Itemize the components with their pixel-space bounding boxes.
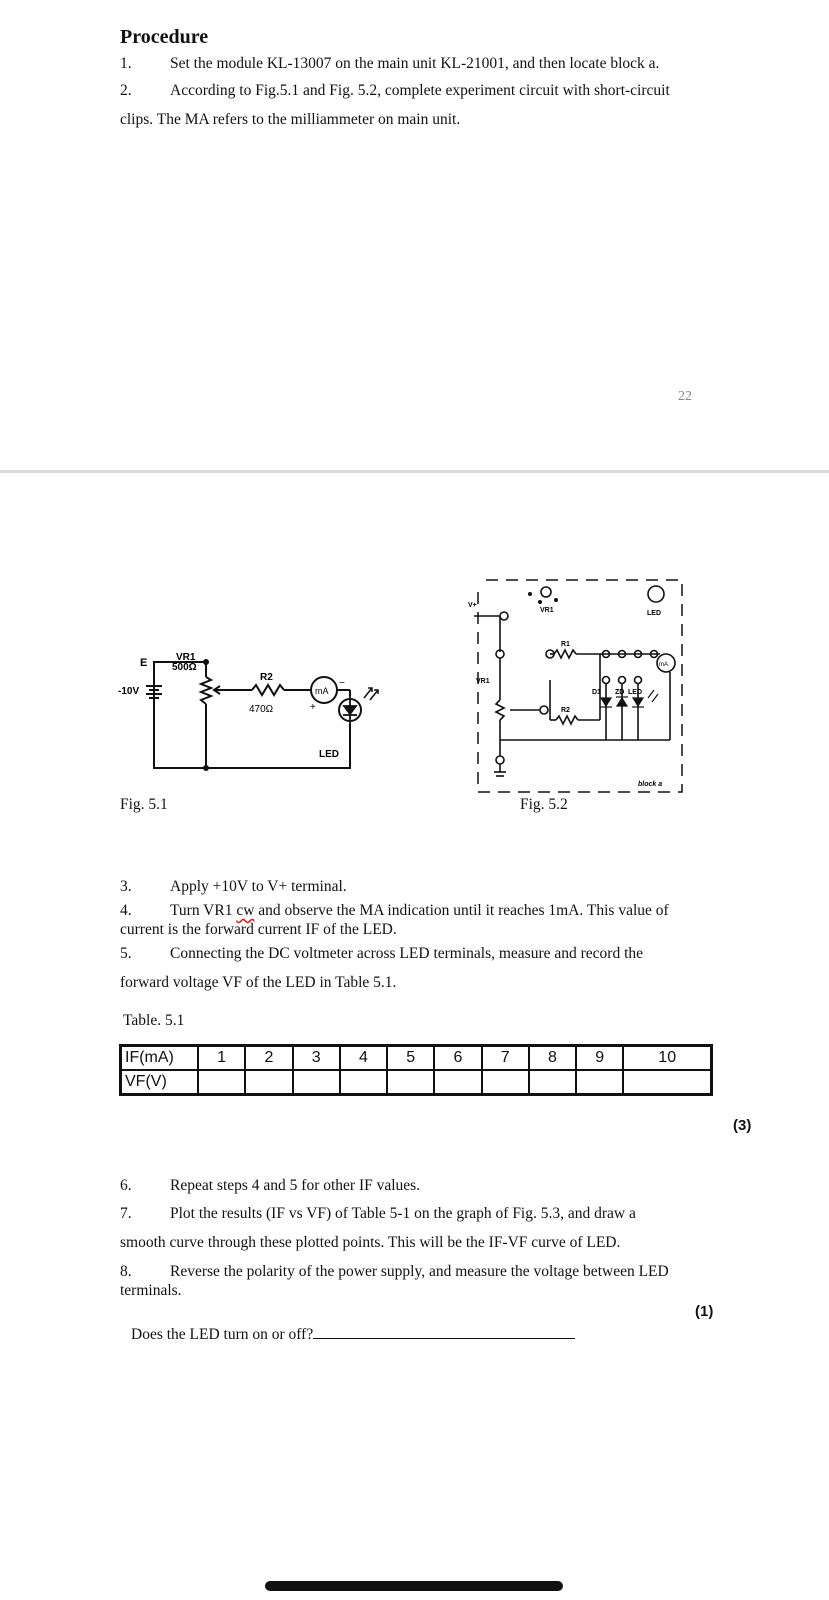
table-cell-empty[interactable] xyxy=(529,1070,576,1095)
table-5-1 xyxy=(119,1044,713,1096)
step-8-continuation: terminals. xyxy=(120,1282,182,1299)
table-cell: 4 xyxy=(340,1046,387,1071)
marks-step-8: (1) xyxy=(695,1303,714,1320)
fig52-led-lower-label: LED xyxy=(628,689,642,696)
fig51-plus-sign: + xyxy=(310,702,316,713)
table-cell-empty[interactable] xyxy=(434,1070,481,1095)
step-7-text: Plot the results (IF vs VF) of Table 5-1 on the graph of Fig. 5.3, and draw a xyxy=(170,1205,636,1222)
home-indicator[interactable] xyxy=(265,1581,563,1591)
table-cell: 5 xyxy=(387,1046,434,1071)
fig52-r1-label: R1 xyxy=(561,641,570,648)
fig52-vr1-top-label: VR1 xyxy=(540,607,554,614)
step-6-number: 6. xyxy=(120,1177,132,1194)
fig51-vr1-value: 500Ω xyxy=(172,662,197,673)
step-1-number: 1. xyxy=(120,55,132,72)
table-cell-empty[interactable] xyxy=(293,1070,340,1095)
table-header-vf: VF(V) xyxy=(121,1070,199,1095)
question-led: Does the LED turn on or off? xyxy=(131,1324,575,1344)
step-7-number: 7. xyxy=(120,1205,132,1222)
step-4-number: 4. xyxy=(120,902,132,919)
fig52-r2-label: R2 xyxy=(561,707,570,714)
table-cell-empty[interactable] xyxy=(576,1070,623,1095)
step-7-continuation: smooth curve through these plotted points. This will be the IF-VF curve of LED. xyxy=(120,1234,621,1251)
table-cell-empty[interactable] xyxy=(387,1070,434,1095)
step-1-text: Set the module KL-13007 on the main unit KL-21001, and then locate block a. xyxy=(170,55,660,72)
step-5-number: 5. xyxy=(120,945,132,962)
fig51-minus-sign: − xyxy=(339,678,345,689)
step-2-text: According to Fig.5.1 and Fig. 5.2, complete experiment circuit with short-circuit xyxy=(170,82,670,99)
fig51-r2-value: 470Ω xyxy=(249,704,274,715)
table-cell-empty[interactable] xyxy=(340,1070,387,1095)
table-cell: 8 xyxy=(529,1046,576,1071)
fig51-led-label: LED xyxy=(319,749,339,760)
step-6-text: Repeat steps 4 and 5 for other IF values. xyxy=(170,1177,421,1194)
figure-5-2-module-layout xyxy=(470,580,700,800)
step-2-continuation: clips. The MA refers to the milliammeter on main unit. xyxy=(120,111,461,128)
fig52-vr1-left-label: VR1 xyxy=(476,678,490,685)
table-row-vf xyxy=(121,1070,712,1095)
table-caption: Table. 5.1 xyxy=(123,1012,185,1029)
page-separator xyxy=(0,470,829,473)
fig52-vplus-label: V+ xyxy=(468,602,477,609)
page-22 xyxy=(0,0,829,470)
step-4-text: Turn VR1 cw and observe the MA indication until it reaches 1mA. This value of xyxy=(170,902,669,919)
table-cell-empty[interactable] xyxy=(482,1070,529,1095)
fig51-ma-label: mA xyxy=(315,686,329,696)
table-cell-empty[interactable] xyxy=(245,1070,292,1095)
table-cell: 10 xyxy=(623,1046,711,1071)
step-3-text: Apply +10V to V+ terminal. xyxy=(170,878,347,895)
fig52-led-top-label: LED xyxy=(647,610,661,617)
spellcheck-cw: cw xyxy=(236,902,255,919)
fig52-zd-label: ZD xyxy=(615,689,625,696)
fig51-vr1-label: VR1 xyxy=(176,652,196,663)
table-cell: 2 xyxy=(245,1046,292,1071)
step-3-number: 3. xyxy=(120,878,132,895)
marks-table: (3) xyxy=(733,1117,752,1134)
fig52-block-label: block a xyxy=(638,781,663,788)
fig52-d1-label: D1 xyxy=(592,689,601,696)
step-4-continuation: current is the forward current IF of the LED. xyxy=(120,921,397,938)
answer-blank[interactable] xyxy=(313,1324,575,1339)
step-2-number: 2. xyxy=(120,82,132,99)
table-cell: 3 xyxy=(293,1046,340,1071)
page-number: 22 xyxy=(678,389,692,404)
table-cell: 7 xyxy=(482,1046,529,1071)
step-8-text: Reverse the polarity of the power supply, and measure the voltage between LED xyxy=(170,1263,669,1280)
step-5-continuation: forward voltage VF of the LED in Table 5.1. xyxy=(120,974,397,991)
table-cell-empty[interactable] xyxy=(623,1070,711,1095)
fig51-voltage-label: -10V xyxy=(118,686,140,697)
table-cell-empty[interactable] xyxy=(198,1070,245,1095)
figure-5-1-circuit xyxy=(118,632,400,792)
fig51-e-label: E xyxy=(140,657,148,669)
fig51-r2-label: R2 xyxy=(260,672,273,683)
table-cell: 9 xyxy=(576,1046,623,1071)
figure-5-1-caption: Fig. 5.1 xyxy=(120,796,168,813)
table-row-if xyxy=(121,1046,712,1071)
table-header-if: IF(mA) xyxy=(121,1046,199,1071)
step-5-text: Connecting the DC voltmeter across LED terminals, measure and record the xyxy=(170,945,644,962)
fig52-ma-label: mA xyxy=(659,662,668,668)
procedure-heading: Procedure xyxy=(120,26,209,48)
figure-5-2-caption: Fig. 5.2 xyxy=(520,796,568,813)
table-cell: 6 xyxy=(434,1046,481,1071)
step-8-number: 8. xyxy=(120,1263,132,1280)
table-cell: 1 xyxy=(198,1046,245,1071)
